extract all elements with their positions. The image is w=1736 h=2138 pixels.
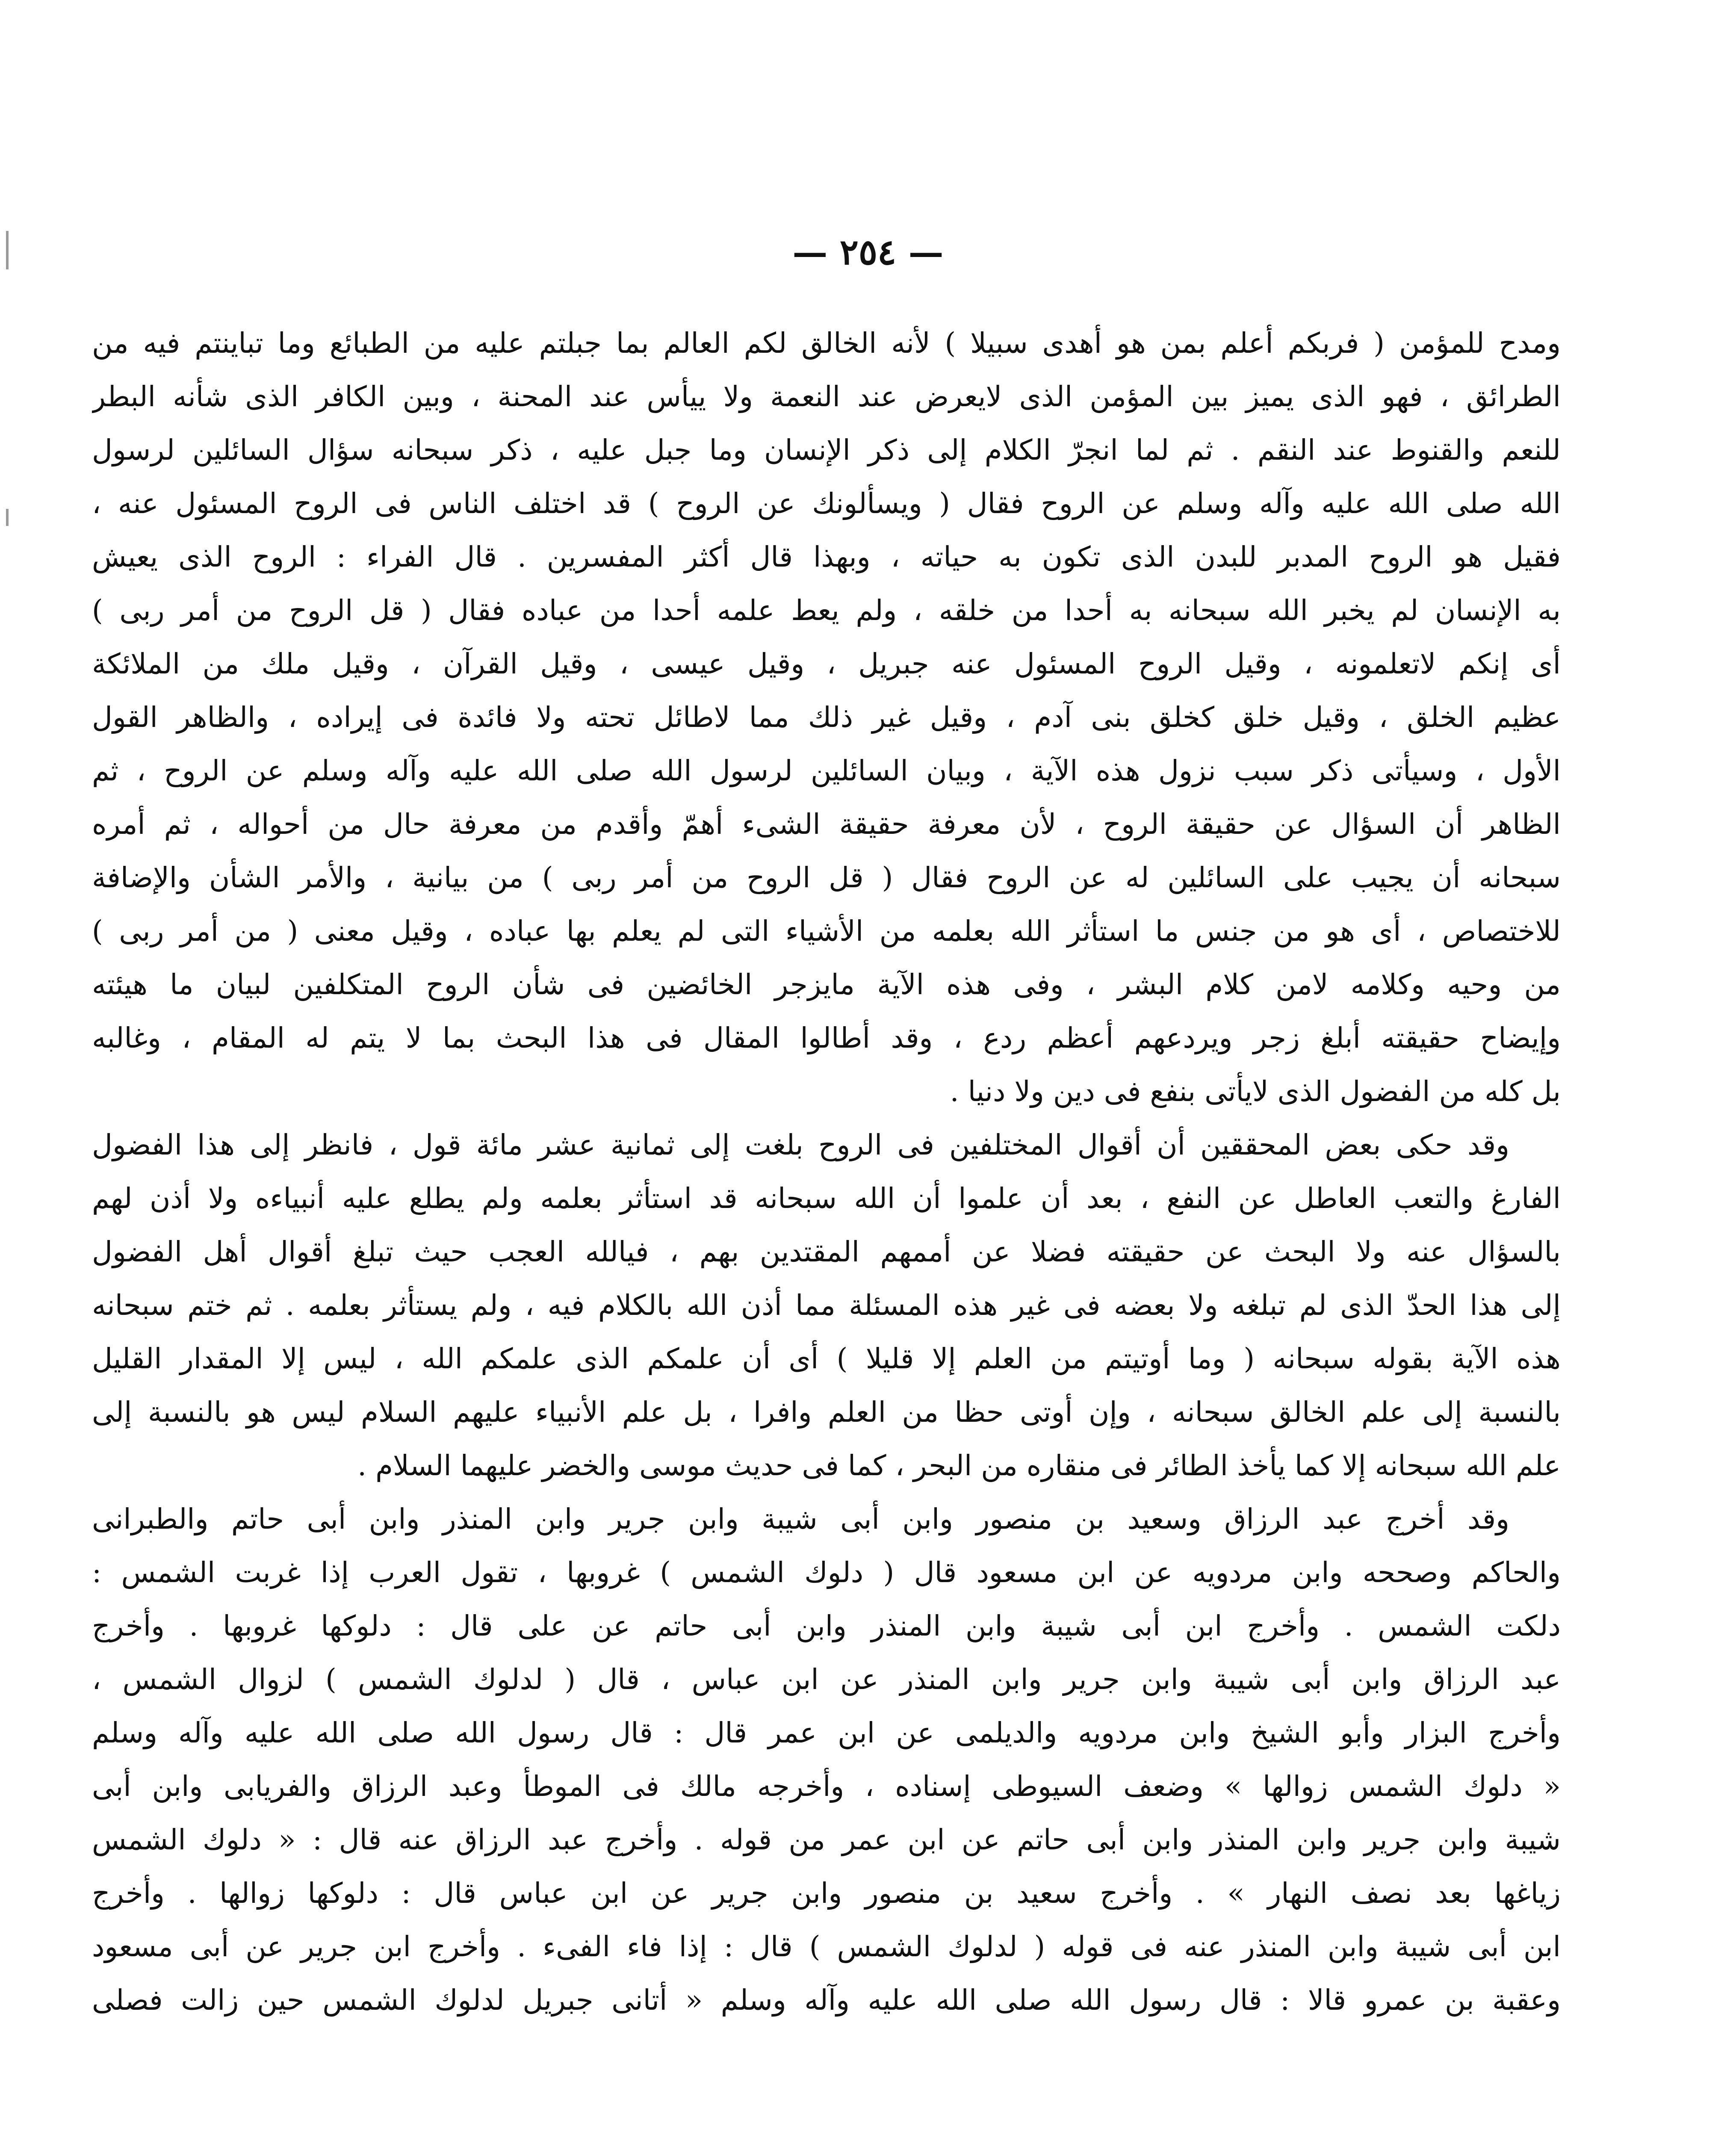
- text-line: وقد حكى بعض المحققين أن أقوال المختلفين فى الروح بلغت إلى ثمانية عشر مائة قول ، فانظر إلى هذا الفضول: [92, 1128, 1509, 1161]
- text-line: به الإنسان لم يخبر الله سبحانه به أحدا من خلقه ، ولم يعط علمه أحدا من عباده فقال ( قل الروح من أمر ربى ): [92, 594, 1561, 627]
- text-line: سبحانه أن يجيب على السائلين له عن الروح فقال ( قل الروح من أمر ربى ) من بيانية ، والأمر الشأن والإضافة: [92, 861, 1561, 894]
- text-line: إلى هذا الحدّ الذى لم تبلغه ولا بعضه فى غير هذه المسئلة مما أذن الله بالكلام فيه ، ولم يستأثر بعلمه . ثم ختم سبحانه: [92, 1289, 1561, 1322]
- text-line: علم الله سبحانه إلا كما يأخذ الطائر فى منقاره من البحر ، كما فى حديث موسى والخضر عليهما السلام .: [357, 1449, 1561, 1482]
- text-line: شيبة وابن جرير وابن المنذر وابن أبى حاتم عن ابن عمر من قوله . وأخرج عبد الرزاق عنه قال : « دلوك الشمس: [92, 1823, 1561, 1856]
- text-line: ابن أبى شيبة وابن المنذر عنه فى قوله ( لدلوك الشمس ) قال : إذا فاء الفىء . وأخرج ابن جرير عن أبى مسعود: [92, 1930, 1561, 1963]
- text-line: عبد الرزاق وابن أبى شيبة وابن جرير وابن المنذر عن ابن عباس ، قال ( لدلوك الشمس ) لزوال الشمس ،: [92, 1663, 1561, 1696]
- body-text: [92, 316, 1561, 2027]
- text-line: أى إنكم لاتعلمونه ، وقيل الروح المسئول عنه جبريل ، وقيل عيسى ، وقيل القرآن ، وقيل ملك من الملائكة: [92, 647, 1561, 680]
- text-line: فقيل هو الروح المدبر للبدن الذى تكون به حياته ، وبهذا قال أكثر المفسرين . قال الفراء : الروح الذى يعيش: [92, 540, 1561, 573]
- text-line: من وحيه وكلامه لامن كلام البشر ، وفى هذه الآية مايزجر الخائضين فى شأن الروح المتكلفين لبيان ما هيئته: [92, 968, 1561, 1001]
- text-line: « دلوك الشمس زوالها » وضعف السيوطى إسناده ، وأخرجه مالك فى الموطأ وعبد الرزاق والفريابى وابن أبى: [92, 1770, 1561, 1803]
- text-line: زياغها بعد نصف النهار » . وأخرج سعيد بن منصور وابن جرير عن ابن عباس قال : دلوكها زوالها . وأخرج: [92, 1877, 1561, 1910]
- page-number: — ٢٥٤ —: [792, 232, 944, 273]
- text-line: الله صلى الله عليه وآله وسلم عن الروح فقال ( ويسألونك عن الروح ) قد اختلف الناس فى الروح المسئول عنه ،: [92, 487, 1561, 520]
- text-line: بل كله من الفضول الذى لايأتى بنفع فى دين ولا دنيا .: [950, 1075, 1561, 1108]
- text-line: للاختصاص ، أى هو من جنس ما استأثر الله بعلمه من الأشياء التى لم يعلم بها عباده ، وقيل معنى ( من أمر ربى ): [92, 915, 1561, 948]
- text-line: والحاكم وصححه وابن مردويه عن ابن مسعود قال ( دلوك الشمس ) غروبها ، تقول العرب إذا غربت الشمس :: [92, 1556, 1561, 1589]
- text-line: عظيم الخلق ، وقيل خلق كخلق بنى آدم ، وقيل غير ذلك مما لاطائل تحته ولا فائدة فى إيراده ، والظاهر القول: [92, 701, 1561, 734]
- text-line: وأخرج البزار وأبو الشيخ وابن مردويه والديلمى عن ابن عمر قال : قال رسول الله صلى الله عليه وآله وسلم: [92, 1716, 1561, 1749]
- text-line: هذه الآية بقوله سبحانه ( وما أوتيتم من العلم إلا قليلا ) أى أن علمكم الذى علمكم الله ، ليس إلا المقدار القليل: [92, 1342, 1561, 1375]
- text-line: بالسؤال عنه ولا البحث عن حقيقته فضلا عن أممهم المقتدين بهم ، فيالله العجب حيث تبلغ أقوال أهل الفضول: [92, 1235, 1561, 1268]
- text-line: الفارغ والتعب العاطل عن النفع ، بعد أن علموا أن الله سبحانه قد استأثر بعلمه ولم يطلع عليه أنبياءه ولا أذن لهم: [92, 1182, 1561, 1215]
- text-line: وإيضاح حقيقته أبلغ زجر ويردعهم أعظم ردع ، وقد أطالوا المقال فى هذا البحث بما لا يتم له المقام ، وغالبه: [92, 1022, 1561, 1054]
- text-line: وعقبة بن عمرو قالا : قال رسول الله صلى الله عليه وآله وسلم « أتانى جبريل لدلوك الشمس حين زالت فصلى: [92, 1984, 1561, 2017]
- text-line: الأول ، وسيأتى ذكر سبب نزول هذه الآية ، وبيان السائلين لرسول الله صلى الله عليه وآله وسلم عن الروح ، ثم: [92, 754, 1561, 787]
- text-line: بالنسبة إلى علم الخالق سبحانه ، وإن أوتى حظا من العلم وافرا ، بل علم الأنبياء عليهم السلام ليس هو بالنسبة إلى: [92, 1396, 1561, 1429]
- text-line: ومدح للمؤمن ( فربكم أعلم بمن هو أهدى سبيلا ) لأنه الخالق لكم العالم بما جبلتم عليه من الطبائع وما تباينتم فيه من: [92, 327, 1561, 360]
- text-line: وقد أخرج عبد الرزاق وسعيد بن منصور وابن أبى شيبة وابن جرير وابن المنذر وابن أبى حاتم والطبرانى: [92, 1503, 1509, 1536]
- text-line: للنعم والقنوط عند النقم . ثم لما انجرّ الكلام إلى ذكر الإنسان وما جبل عليه ، ذكر سبحانه سؤال السائلين لرسول: [92, 434, 1561, 467]
- text-line: الظاهر أن السؤال عن حقيقة الروح ، لأن معرفة حقيقة الشىء أهمّ وأقدم من معرفة حال من أحواله ، ثم أمره: [92, 808, 1561, 841]
- text-line: الطرائق ، فهو الذى يميز بين المؤمن الذى لايعرض عند النعمة ولا ييأس عند المحنة ، وبين الكافر الذى شأنه البطر: [92, 380, 1561, 413]
- text-line: دلكت الشمس . وأخرج ابن أبى شيبة وابن المنذر وابن أبى حاتم عن على قال : دلوكها غروبها . وأخرج: [92, 1609, 1561, 1642]
- scan-margin-mark: [6, 509, 9, 526]
